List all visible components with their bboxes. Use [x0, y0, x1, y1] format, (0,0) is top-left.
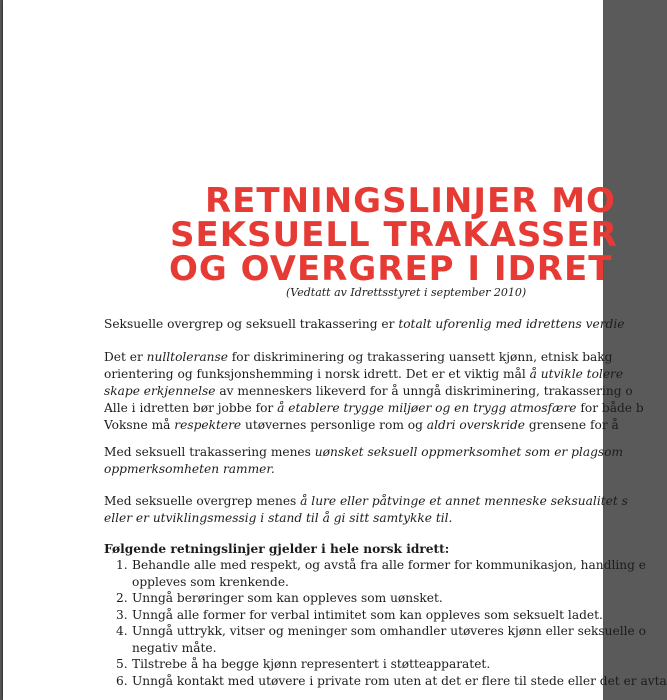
- paragraph-2: [104, 349, 644, 434]
- list-item: 3. Unngå alle former for verbal intimitet som kan oppleves som seksuelt ladet.: [116, 607, 603, 622]
- p4-line-2: eller er utviklingsmessig i stand til å gi sitt samtykke til.: [104, 511, 453, 525]
- p4-line-1: Med seksuelle overgrep menes å lure eller påtvinge et annet menneske seksualitet s: [104, 494, 628, 508]
- paragraph-3: [104, 444, 623, 478]
- guidelines-list: [104, 557, 667, 689]
- list-item: 4. Unngå uttrykk, vitser og meninger som omhandler utøveres kjønn eller seksuelle o negativ måte.: [116, 624, 646, 655]
- paragraph-4: [104, 493, 628, 527]
- list-item: 6. Unngå kontakt med utøvere i private rom uten at det er flere til stede eller det er avta: [116, 673, 667, 688]
- p2-line-3: skape erkjennelse av menneskers likeverd for å unngå diskriminering, trakassering o: [104, 384, 633, 398]
- list-item: 5. Tilstrebe å ha begge kjønn representert i støtteapparatet.: [116, 657, 491, 671]
- guidelines-heading: Følgende retningslinjer gjelder i hele norsk idrett:: [104, 542, 450, 556]
- document-page: [3, 0, 667, 700]
- p3-line-1: Med seksuell trakassering menes uønsket seksuell oppmerksomhet som er plagsom: [104, 445, 624, 459]
- list-item: 2. Unngå berøringer som kan oppleves som uønsket.: [116, 591, 443, 605]
- p3-line-2: oppmerksomheten rammer.: [104, 462, 275, 476]
- list-item: 1. Behandle alle med respekt, og avstå fra alle former for kommunikasjon, handling e oppleves som krenkende.: [116, 558, 646, 589]
- paragraph-1: [104, 316, 624, 333]
- p2-line-4: Alle i idretten bør jobbe for å etablere trygge miljøer og en trygg atmosfære for både b: [104, 401, 644, 415]
- title-line-3: OG OVERGREP I IDRET: [169, 249, 613, 289]
- title-line-2: SEKSUELL TRAKASSER: [170, 215, 618, 255]
- document-subtitle: (Vedtatt av Idrettsstyret i september 2010): [286, 286, 527, 299]
- p2-line-1: Det er nulltoleranse for diskriminering og trakassering uansett kjønn, etnisk bakg: [104, 350, 613, 364]
- p2-line-2: orientering og funksjonshemming i norsk idrett. Det er et viktig mål å utvikle tolere: [104, 367, 624, 381]
- p1-emphasis: totalt uforenlig med idrettens verdie: [398, 317, 625, 331]
- p2-line-5: Voksne må respektere utøvernes personlige rom og aldri overskride grensene for å: [104, 418, 619, 432]
- title-line-1: RETNINGSLINJER MO: [205, 181, 616, 221]
- p1-text: Seksuelle overgrep og seksuell trakassering er: [104, 317, 399, 331]
